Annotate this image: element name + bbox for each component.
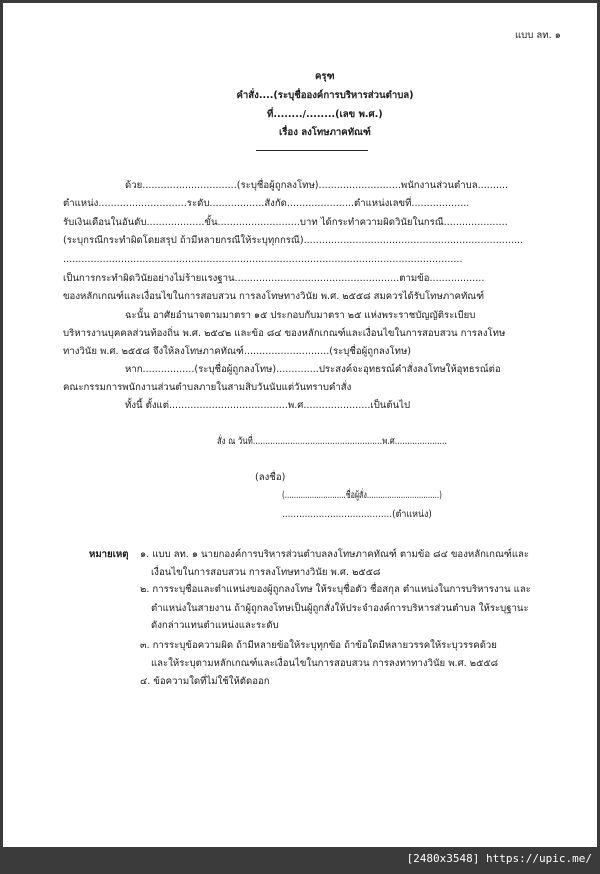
body-line: ของหลักเกณฑ์และเงื่อนไขในการสอบสวน การลงโทษทางวินัย พ.ศ. ๒๕๕๘ สมควรได้รับโทษภาคทัณฑ์ [63, 291, 485, 302]
signer-position-line: .......................................(ตำแหน่ง) [282, 509, 432, 520]
body-line: เป็นการกระทำผิดวินัยอย่างไม่ร้ายแรงฐาน......................................................ตามข้อ.................. [63, 273, 485, 284]
body-line: บริหารงานบุคคลส่วนท้องถิ่น พ.ศ. ๒๕๔๒ และข้อ ๘๔ ของหลักเกณฑ์และเงื่อนไขในการสอบสวน การลงโทษ [63, 328, 506, 339]
note-line: เงื่อนไขในการสอบสวน การลงโทษทางวินัย พ.ศ. ๒๕๕๘ [151, 567, 381, 578]
seal-text: ครุฑ [315, 71, 335, 82]
body-line: ฉะนั้น อาศัยอำนาจตามมาตรา ๑๕ ประกอบกับมาตรา ๒๕ แห่งพระราชบัญญัติระเบียบ [125, 310, 476, 321]
subject-line: เรื่อง ลงโทษภาคทัณฑ์ [279, 127, 371, 138]
body-line: ................................................................................................................................... [63, 254, 463, 265]
form-code: แบบ ลท. ๑ [515, 30, 561, 41]
signer-name-line: (...........................ชื่อผู้สั่ง................................) [282, 490, 442, 501]
body-line: ทั้งนี้ ตั้งแต่.......................................พ.ศ......................เป็นต้นไป [125, 400, 411, 411]
body-line: คณะกรรมการพนักงานส่วนตำบลภายในสามสิบวันนับแต่วันทราบคำสั่ง [63, 382, 352, 393]
body-line: ทางวินัย พ.ศ. ๒๕๕๘ จึงให้ลงโทษภาคทัณฑ์............................(ระบุชื่อผู้ถูกลงโทษ) [63, 346, 412, 357]
body-line: (ระบุกรณีกระทำผิดโดยสรุป ถ้ามีหลายกรณีให้ระบุทุกกรณี)........................................................................ [63, 235, 524, 246]
notes-label: หมายเหตุ [89, 549, 129, 560]
title-underline [256, 150, 368, 151]
body-line: ตำแหน่ง.............................ระดับ..................สังกัด......................ตำแหน่งเลขที่................... [63, 198, 470, 209]
note-line: และให้ระบุตามหลักเกณฑ์และเงื่อนไขในการสอบสวน การลงทาทางวินัย พ.ศ. ๒๕๕๘ [151, 658, 499, 669]
document-page [3, 3, 597, 847]
note-line: ๓. การระบุข้อความผิด ถ้ามีหลายข้อให้ระบุทุกข้อ ถ้าข้อใดมีหลายวรรคให้ระบุวรรคด้วย [140, 640, 497, 651]
body-line: ด้วย...............................(ระบุชื่อผู้ถูกลงโทษ)...........................พนักงานส่วนตำบล.......... [125, 180, 509, 191]
order-title: คำสั่ง....(ระบุชื่อองค์การบริหารส่วนตำบล) [236, 90, 414, 101]
note-line: ๒. การระบุชื่อและตำแหน่งของผู้ถูกลงโทษ ให้ระบุชื่อตัว ชื่อสกุล ตำแหน่งในการบริหารงาน และ [140, 584, 531, 595]
order-date-line: สั่ง ณ วันที่....................................................พ.ศ..................... [217, 436, 448, 447]
note-line: ดังกล่าวแทนตำแหน่งและระดับ [151, 620, 279, 631]
note-line: ๔. ข้อความใดที่ไม่ใช้ให้ตัดออก [140, 676, 270, 687]
note-line: ตำแหน่งในสายงาน ถ้าผู้ถูกลงโทษเป็นผู้ถูกสั่งให้ประจำองค์การบริหารส่วนตำบล ให้ระบุฐานะ [151, 603, 529, 614]
body-line: หาก.................(ระบุชื่อผู้ถูกลงโทษ)..............ประสงค์จะอุทธรณ์คำสั่งลงโทษให้อุทธรณ์ต่อ [125, 364, 501, 375]
image-watermark: [2480x3548] https://upic.me/ [406, 852, 592, 865]
note-line: ๑. แบบ ลท. ๑ นายกองค์การบริหารส่วนตำบลลงโทษภาคทัณฑ์ ตามข้อ ๘๔ ของหลักเกณฑ์และ [140, 549, 530, 560]
body-line: รับเงินเดือนในอันดับ...................ขั้น...........................บาท ได้กระทำความผิดวินัยในกรณี..................... [63, 217, 508, 228]
signature-label: (ลงชื่อ) [255, 472, 286, 483]
order-number: ที่......../........(เลข พ.ศ.) [267, 109, 383, 120]
